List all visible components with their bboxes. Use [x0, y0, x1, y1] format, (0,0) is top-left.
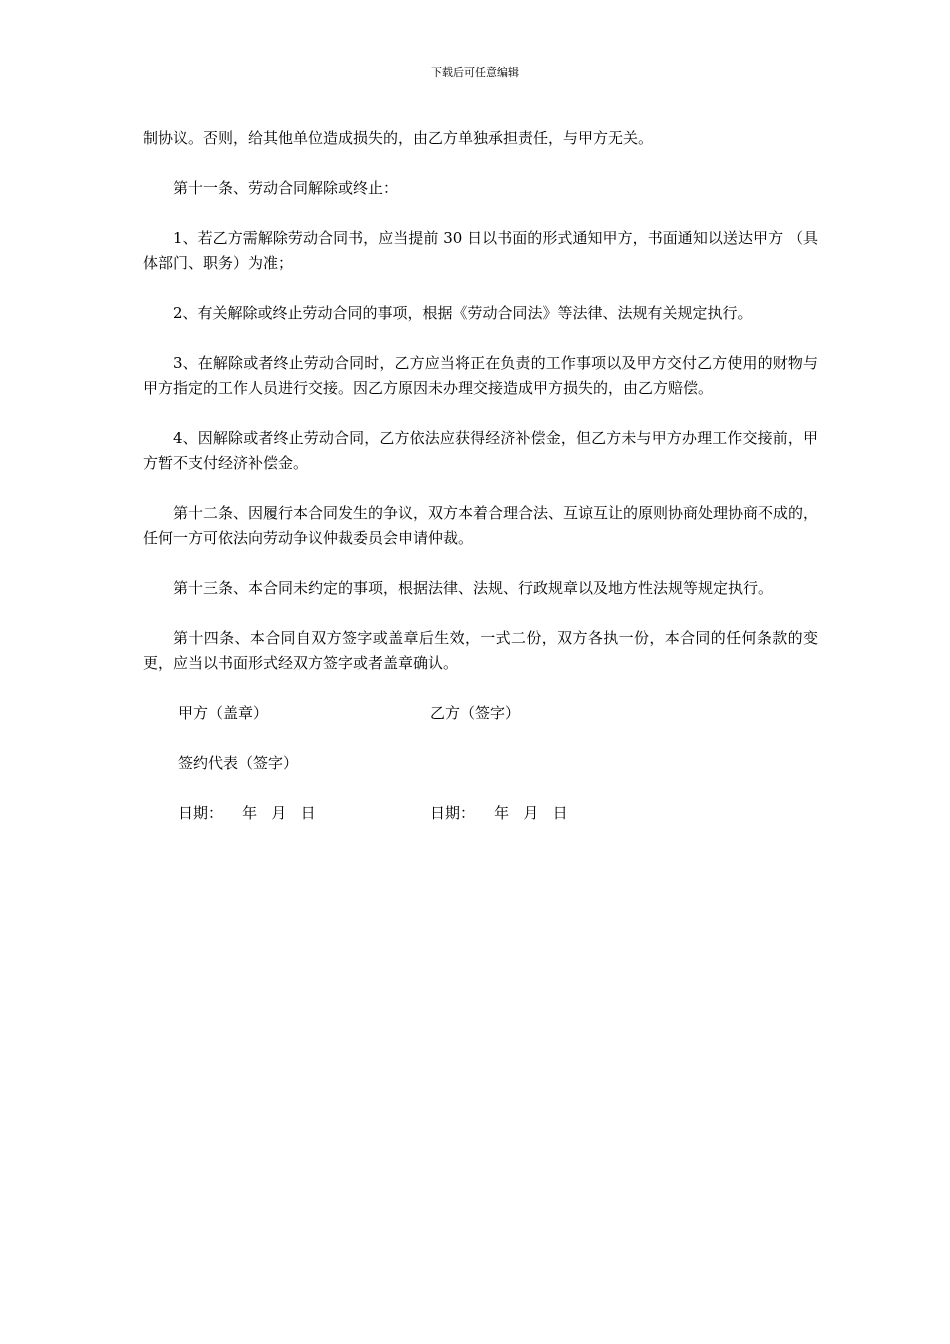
article-11-item-1: 1、若乙方需解除劳动合同书，应当提前 30 日以书面的形式通知甲方，书面通知以送达甲方 （具体部门、职务）为准；	[143, 229, 818, 272]
signature-representative-row	[143, 751, 818, 776]
party-b-sign-label: 乙方（签字）	[430, 704, 521, 722]
party-a-date-label: 日期： 年 月 日	[178, 804, 316, 822]
article-11-item-3: 3、在解除或者终止劳动合同时，乙方应当将正在负责的工作事项以及甲方交付乙方使用的财物与甲方指定的工作人员进行交接。因乙方原因未办理交接造成甲方损失的，由乙方赔偿。	[143, 354, 818, 397]
article-11-item-2: 2、有关解除或终止劳动合同的事项，根据《劳动合同法》等法律、法规有关规定执行。	[173, 304, 753, 322]
article-14: 第十四条、本合同自双方签字或盖章后生效，一式二份，双方各执一份，本合同的任何条款的变更，应当以书面形式经双方签字或者盖章确认。	[143, 629, 818, 672]
article-12: 第十二条、因履行本合同发生的争议，双方本着合理合法、互谅互让的原则协商处理协商不成的，任何一方可依法向劳动争议仲裁委员会申请仲裁。	[143, 504, 819, 547]
article-11-item-4: 4、因解除或者终止劳动合同，乙方依法应获得经济补偿金，但乙方未与甲方办理工作交接前，甲方暂不支付经济补偿金。	[143, 429, 818, 472]
representative-sign-label: 签约代表（签字）	[178, 754, 299, 772]
article-11-heading: 第十一条、劳动合同解除或终止：	[173, 179, 399, 197]
document-body	[143, 126, 818, 851]
page-header: 下载后可任意编辑	[431, 66, 519, 79]
signature-date-row	[143, 801, 818, 826]
paragraph-continuation: 制协议。否则，给其他单位造成损失的，由乙方单独承担责任，与甲方无关。	[143, 129, 654, 147]
party-a-seal-label: 甲方（盖章）	[178, 704, 269, 722]
signature-parties-row	[143, 701, 818, 726]
article-13: 第十三条、本合同未约定的事项，根据法律、法规、行政规章以及地方性法规等规定执行。	[173, 579, 774, 597]
party-b-date-label: 日期： 年 月 日	[430, 804, 568, 822]
